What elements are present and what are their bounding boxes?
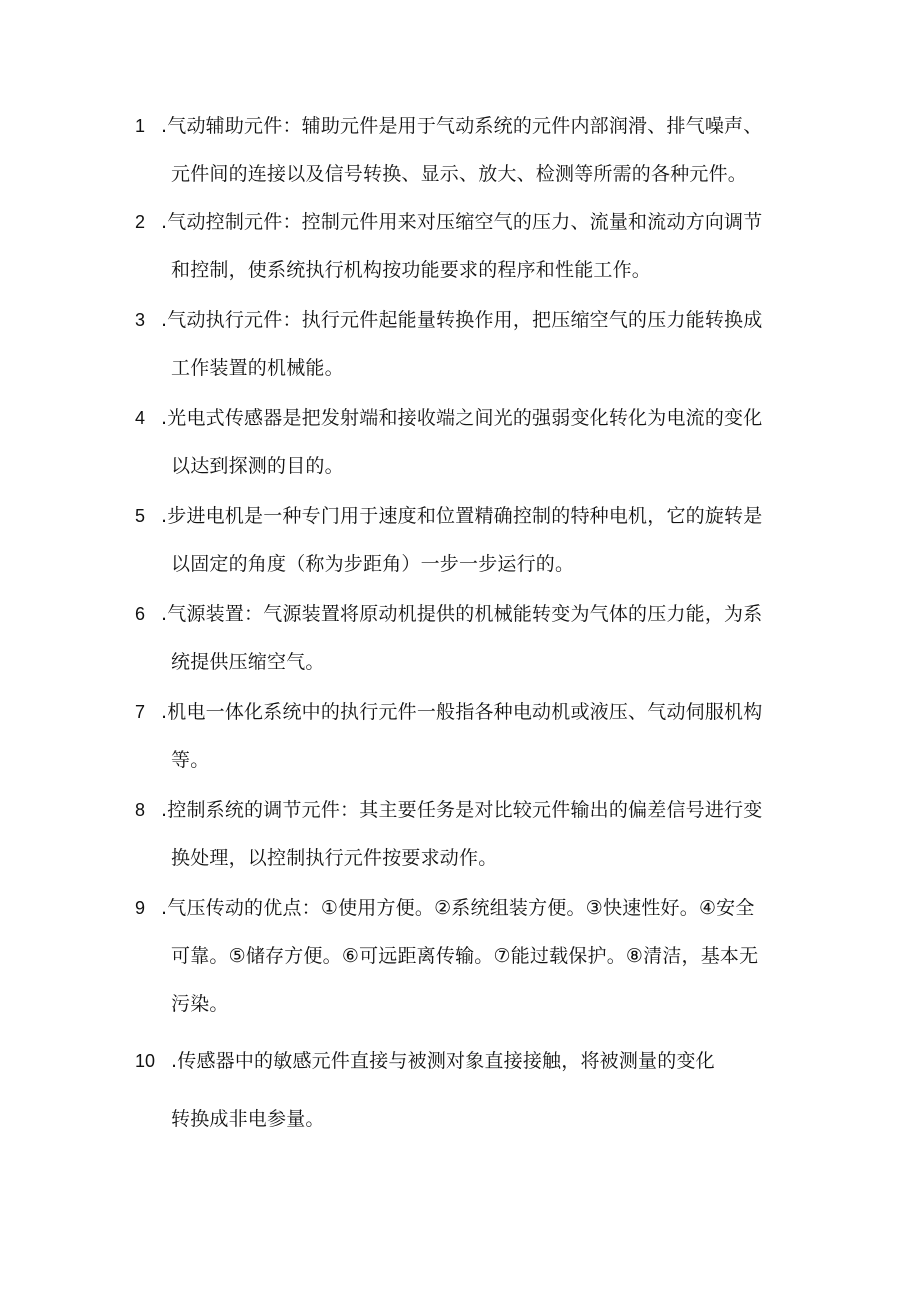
list-item-8 bbox=[135, 794, 800, 874]
item-number: 4 bbox=[135, 408, 146, 428]
item-text-line: .机电一体化系统中的执行元件一般指各种电动机或液压、气动伺服机构 bbox=[161, 701, 763, 723]
item-text-line: 元件间的连接以及信号转换、显示、放大、检测等所需的各种元件。 bbox=[171, 163, 748, 185]
item-text-line: 统提供压缩空气。 bbox=[171, 651, 325, 673]
item-text-line: 以达到探测的目的。 bbox=[171, 455, 344, 477]
item-number: 8 bbox=[135, 800, 146, 820]
item-text-line: 以固定的角度（称为步距角）一步一步运行的。 bbox=[171, 553, 575, 575]
item-text-line: 可靠。⑤储存方便。⑥可远距离传输。⑦能过载保护。⑧清洁，基本无 bbox=[171, 945, 759, 967]
item-number: 6 bbox=[135, 604, 146, 624]
list-item-4 bbox=[135, 402, 800, 482]
item-number: 10 bbox=[135, 1051, 156, 1071]
item-text-line: 换处理，以控制执行元件按要求动作。 bbox=[171, 847, 498, 869]
item-text-line: .气压传动的优点：①使用方便。②系统组装方便。③快速性好。④安全 bbox=[161, 897, 755, 919]
list-item-9 bbox=[135, 892, 800, 1020]
item-number: 7 bbox=[135, 702, 146, 722]
item-text-line: .气动辅助元件：辅助元件是用于气动系统的元件内部润滑、排气噪声、 bbox=[161, 115, 763, 137]
item-text-line: .气动控制元件：控制元件用来对压缩空气的压力、流量和流动方向调节 bbox=[161, 211, 763, 233]
item-text-line: .步进电机是一种专门用于速度和位置精确控制的特种电机，它的旋转是 bbox=[161, 505, 763, 527]
item-text-line: 转换成非电参量。 bbox=[171, 1108, 325, 1130]
item-number: 9 bbox=[135, 898, 146, 918]
item-text-line: .控制系统的调节元件：其主要任务是对比较元件输出的偏差信号进行变 bbox=[161, 799, 763, 821]
list-item-7 bbox=[135, 696, 800, 776]
list-item-1 bbox=[135, 110, 800, 190]
item-text-line: 等。 bbox=[171, 749, 210, 771]
item-text-line: 和控制，使系统执行机构按功能要求的程序和性能工作。 bbox=[171, 259, 652, 281]
item-text-line: .气源装置：气源装置将原动机提供的机械能转变为气体的压力能，为系 bbox=[161, 603, 763, 625]
list-item-3 bbox=[135, 304, 800, 384]
item-text-line: .气动执行元件：执行元件起能量转换作用，把压缩空气的压力能转换成 bbox=[161, 309, 763, 331]
item-number: 3 bbox=[135, 310, 146, 330]
item-text-line: 污染。 bbox=[171, 993, 229, 1015]
item-text-line: 工作装置的机械能。 bbox=[171, 357, 344, 379]
item-number: 5 bbox=[135, 506, 146, 526]
list-item-6 bbox=[135, 598, 800, 678]
item-number: 2 bbox=[135, 212, 146, 232]
list-item-10 bbox=[135, 1045, 800, 1135]
item-text-line: .传感器中的敏感元件直接与被测对象直接接触，将被测量的变化 bbox=[171, 1050, 715, 1072]
item-number: 1 bbox=[135, 116, 146, 136]
list-item-2 bbox=[135, 206, 800, 286]
list-item-5 bbox=[135, 500, 800, 580]
item-text-line: .光电式传感器是把发射端和接收端之间光的强弱变化转化为电流的变化 bbox=[161, 407, 763, 429]
